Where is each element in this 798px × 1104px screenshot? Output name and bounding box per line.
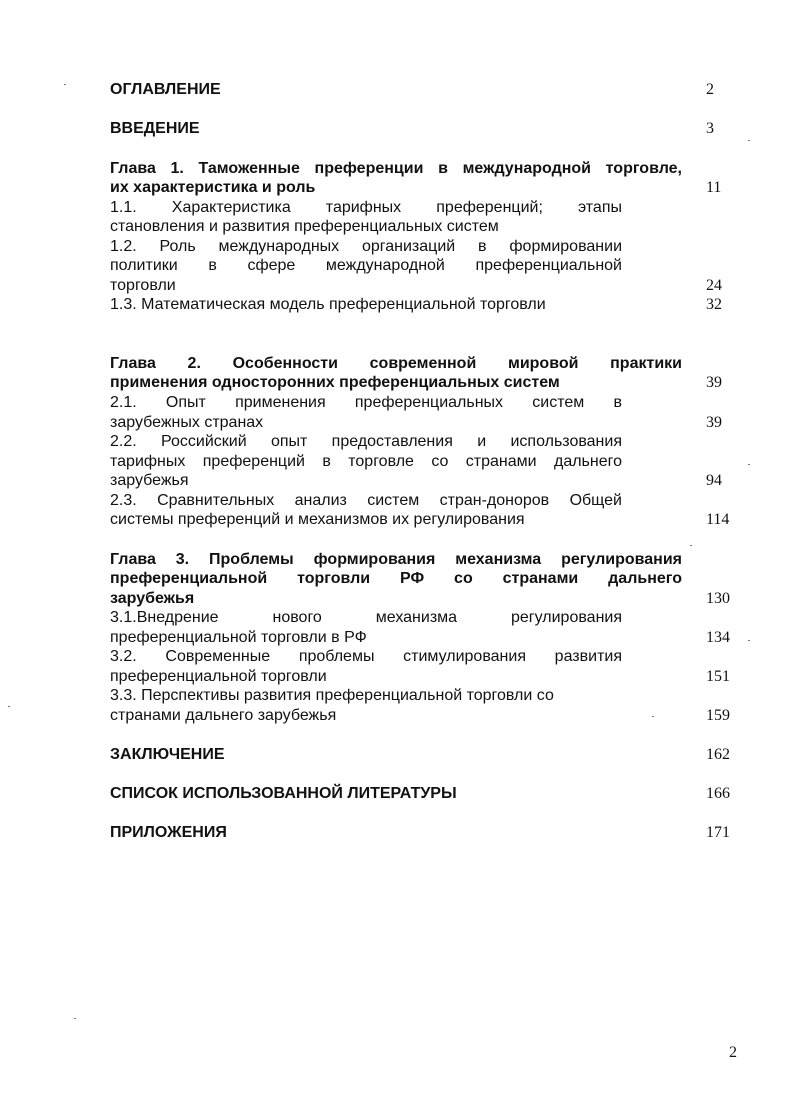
section-2-1-line-1: 2.1. Опыт применения преференциальных систем в [110,394,622,411]
section-1-2-line-3: торговли [110,277,176,294]
scan-speck [748,640,750,641]
toc-zaklyuchenie: ЗАКЛЮЧЕНИЕ [110,746,225,763]
chapter-2-title-line-2: применения односторонних преференциальных систем [110,374,560,391]
toc-oglavlenie-page: 2 [706,81,714,98]
toc-prilozheniya-page: 171 [706,824,730,841]
section-1-3-line-1: 1.3. Математическая модель преференциальной торговли [110,296,546,313]
chapter-3-title-line-2: преференциальной торговли РФ со странами дальнего [110,570,682,587]
section-3-2-line-2: преференциальной торговли [110,668,327,685]
section-3-1-page: 134 [706,629,730,646]
toc-literatura-page: 166 [706,785,730,802]
chapter-1-title-line-2: их характеристика и роль [110,179,316,196]
toc-prilozheniya: ПРИЛОЖЕНИЯ [110,824,227,841]
toc-vvedenie-page: 3 [706,120,714,137]
scan-speck [8,706,10,707]
section-1-2-line-2: политики в сфере международной преференциальной [110,257,622,274]
section-2-3-line-1: 2.3. Сравнительных анализ систем стран-доноров Общей [110,492,622,509]
chapter-3-title-line-1: Глава 3. Проблемы формирования механизма регулирования [110,551,682,568]
section-1-1-line-1: 1.1. Характеристика тарифных преференций; этапы [110,199,622,216]
section-2-1-page: 39 [706,414,722,431]
section-1-3-page: 32 [706,296,722,313]
chapter-3-title-line-3: зарубежья [110,590,195,607]
scan-speck [748,464,750,465]
section-1-2-page: 24 [706,277,722,294]
chapter-3-page: 130 [706,590,730,607]
chapter-1-page: 11 [706,179,722,196]
toc-zaklyuchenie-page: 162 [706,746,730,763]
chapter-1-title-line-1: Глава 1. Таможенные преференции в международной торговле, [110,160,682,177]
chapter-2-page: 39 [706,374,722,391]
section-2-3-line-2: системы преференций и механизмов их регулирования [110,511,525,528]
section-2-2-line-1: 2.2. Российский опыт предоставления и использования [110,433,622,450]
section-3-2-page: 151 [706,668,730,685]
section-3-3-line-2: странами дальнего зарубежья [110,707,337,724]
scan-speck [64,84,66,85]
section-3-2-line-1: 3.2. Современные проблемы стимулирования развития [110,648,622,665]
section-3-1-line-2: преференциальной торговли в РФ [110,629,367,646]
section-3-1-line-1: 3.1.Внедрение нового механизма регулирования [110,609,622,626]
chapter-2-title-line-1: Глава 2. Особенности современной мировой практики [110,355,682,372]
section-2-2-line-3: зарубежья [110,472,189,489]
section-2-2-page: 94 [706,472,722,489]
section-3-3-page: 159 [706,707,730,724]
toc-vvedenie: ВВЕДЕНИЕ [110,120,200,137]
section-2-2-line-2: тарифных преференций в торговле со странами дальнего [110,453,622,470]
page-number: 2 [729,1044,737,1061]
toc-oglavlenie: ОГЛАВЛЕНИЕ [110,81,221,98]
section-2-1-line-2: зарубежных странах [110,414,264,431]
section-3-3-line-1: 3.3. Перспективы развития преференциальной торговли со [110,687,554,704]
scan-speck [748,140,750,141]
section-1-2-line-1: 1.2. Роль международных организаций в формировании [110,238,622,255]
scan-speck [690,545,692,546]
section-2-3-page: 114 [706,511,730,528]
toc-literatura: СПИСОК ИСПОЛЬЗОВАННОЙ ЛИТЕРАТУРЫ [110,785,457,802]
scan-speck [74,1018,76,1019]
scan-speck [652,716,654,717]
section-1-1-line-2: становления и развития преференциальных систем [110,218,499,235]
